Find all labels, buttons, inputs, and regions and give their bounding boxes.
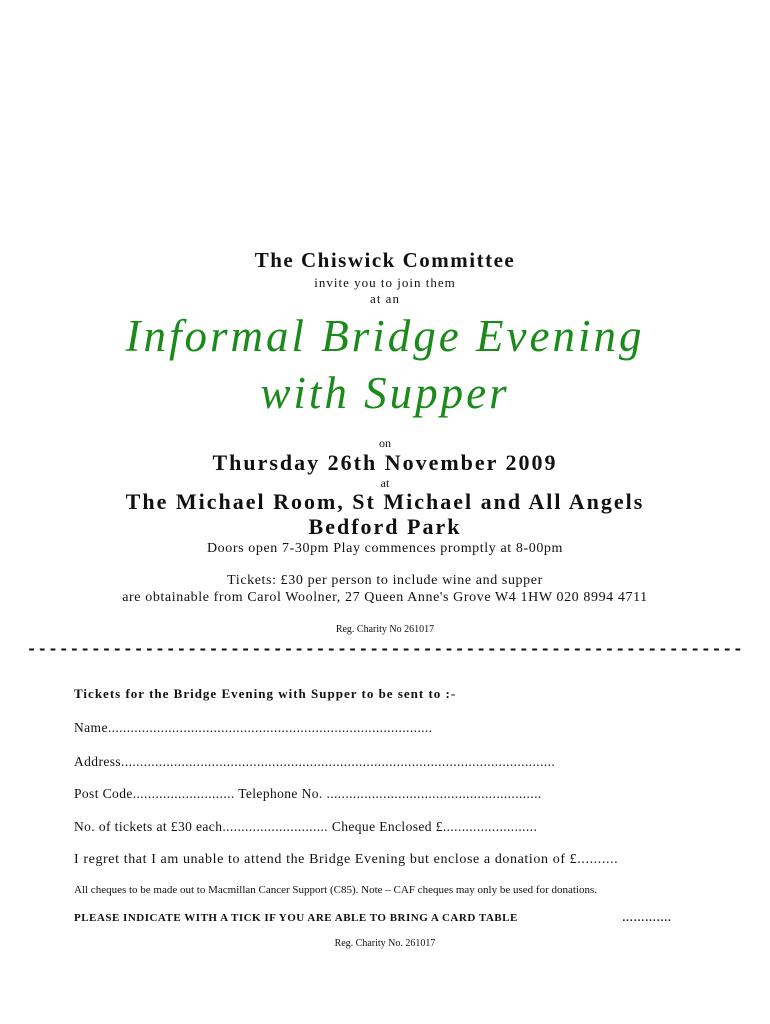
event-date: Thursday 26th November 2009 xyxy=(212,450,558,475)
invite-line-2: at an xyxy=(370,291,400,306)
tickets-info-line-2: are obtainable from Carol Woolner, 27 Queen Anne's Grove W4 1HW 020 8994 4711 xyxy=(122,590,648,605)
committee-name: The Chiswick Committee xyxy=(254,248,516,272)
event-title-line-1: Informal Bridge Evening xyxy=(125,311,645,361)
venue-line-2: Bedford Park xyxy=(308,514,462,539)
at-label: at xyxy=(380,476,390,490)
card-table-line xyxy=(74,912,694,924)
address-field: Address................................................................................................................... xyxy=(74,754,556,769)
event-title-line-2: with Supper xyxy=(260,368,510,418)
charity-number: Reg. Charity No 261017 xyxy=(335,624,435,635)
cut-line-divider: ------------------------------------------------------------------- xyxy=(26,641,744,660)
donation-line: I regret that I am unable to attend the Bridge Evening but enclose a donation of £.......... xyxy=(74,852,619,867)
charity-number-footer: Reg. Charity No. 261017 xyxy=(334,938,436,949)
invite-line-1: invite you to join them xyxy=(314,275,456,290)
venue-line-1: The Michael Room, St Michael and All Angels xyxy=(125,489,645,514)
card-table-tick-space: …………. xyxy=(622,912,672,924)
cheque-note: All cheques to be made out to Macmillan Cancer Support (C85). Note – CAF cheques may only be used for donations. xyxy=(74,884,598,896)
name-field: Name...................................................................................... xyxy=(74,720,433,735)
doors-info: Doors open 7-30pm Play commences promptly at 8-00pm xyxy=(206,541,564,556)
tickets-cheque-field: No. of tickets at £30 each............................ Cheque Enclosed £......................... xyxy=(74,819,538,834)
form-heading: Tickets for the Bridge Evening with Supper to be sent to :- xyxy=(74,686,457,701)
postcode-telephone-field: Post Code........................... Telephone No. ......................................................... xyxy=(74,786,542,801)
card-table-label: PLEASE INDICATE WITH A TICK IF YOU ARE ABLE TO BRING A CARD TABLE xyxy=(74,912,518,924)
on-label: on xyxy=(379,436,391,450)
tickets-info-line-1: Tickets: £30 per person to include wine and supper xyxy=(227,573,543,588)
